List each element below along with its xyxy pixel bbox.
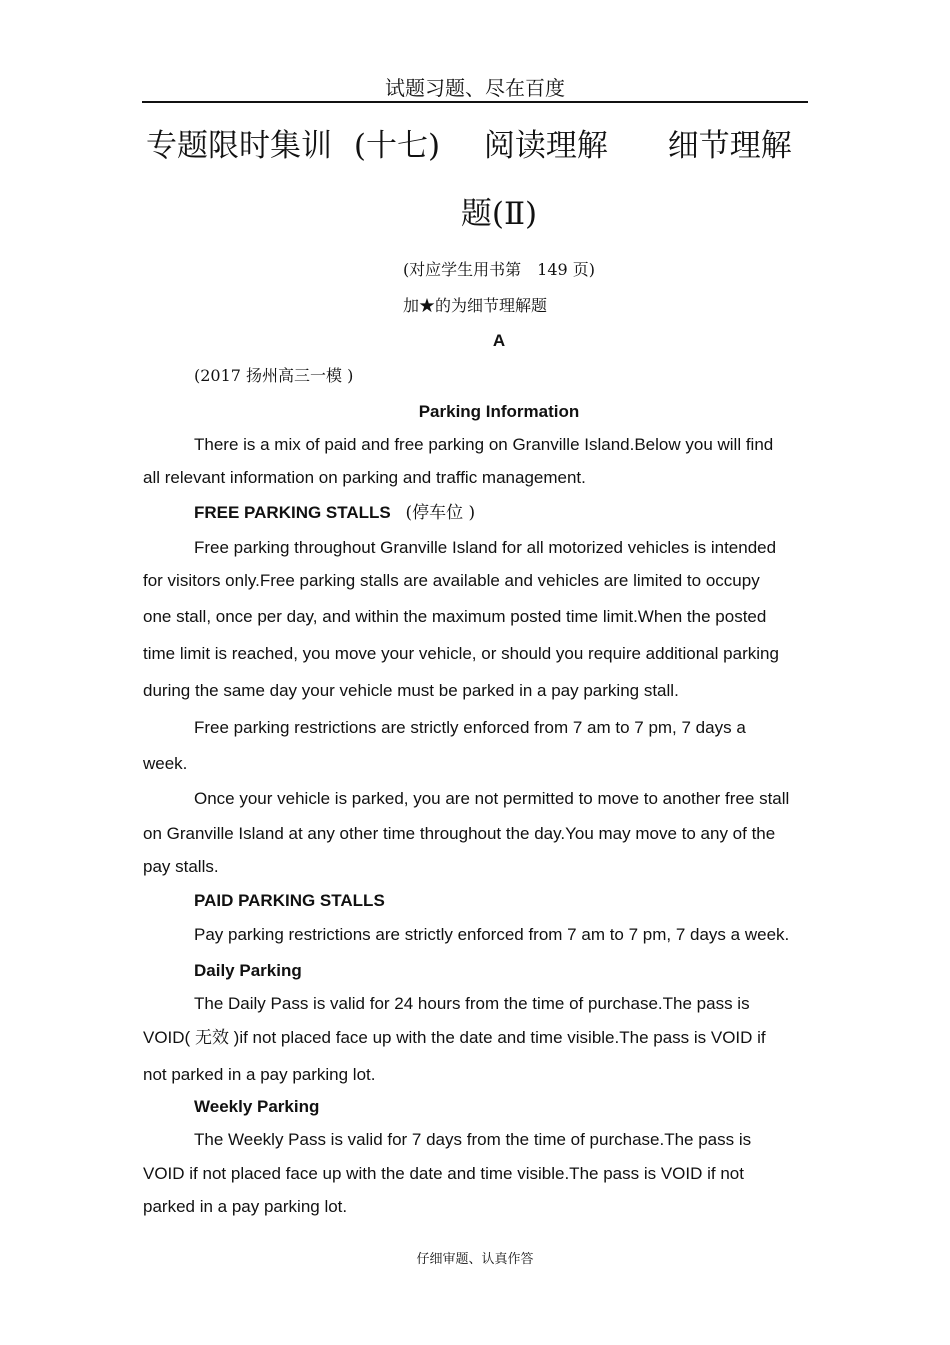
weekly-line-3: parked in a pay parking lot. — [143, 1197, 348, 1216]
free-p3-line-1: Once your vehicle is parked, you are not permitted to move to another free stall — [194, 789, 790, 808]
source-note: (2017 扬州高三一模 ) — [194, 366, 354, 385]
daily-line-3: not parked in a pay parking lot. — [143, 1065, 376, 1084]
title-part-1: 专题限时集训 — [146, 128, 332, 164]
weekly-line-1: The Weekly Pass is valid for 7 days from the time of purchase.The pass is — [194, 1130, 752, 1149]
star-note: 加★的为细节理解题 — [402, 296, 547, 315]
free-p1-line-1: Free parking throughout Granville Island for all motorized vehicles is intended — [194, 538, 777, 557]
weekly-line-2: VOID if not placed face up with the date and time visible.The pass is VOID if not — [143, 1164, 744, 1183]
section-letter: A — [492, 331, 506, 350]
free-p1-line-4: time limit is reached, you move your vehicle, or should you require additional parking — [143, 644, 779, 663]
page-header: 试题习题、尽在百度 — [385, 76, 565, 100]
weekly-heading: Weekly Parking — [194, 1097, 320, 1116]
free-p2-line-1: Free parking restrictions are strictly enforced from 7 am to 7 pm, 7 days a — [194, 718, 746, 737]
paid-p1: Pay parking restrictions are strictly enforced from 7 am to 7 pm, 7 days a week. — [194, 925, 790, 944]
free-heading — [194, 503, 864, 523]
reference-note: (对应学生用书第 149 页) — [402, 260, 596, 279]
intro-line-1: There is a mix of paid and free parking on Granville Island.Below you will find — [194, 435, 774, 454]
free-p3-line-3: pay stalls. — [143, 857, 219, 876]
title-part-3: 阅读理解 — [483, 128, 608, 164]
free-heading-text: FREE PARKING STALLS — [194, 503, 391, 522]
header-rule — [142, 101, 808, 103]
title-part-2: (十七) — [353, 128, 441, 164]
passage-title: Parking Information — [418, 402, 580, 421]
daily-line-2: VOID( 无效 )if not placed face up with the date and time visible.The pass is VOID if — [143, 1028, 766, 1047]
free-p1-line-3: one stall, once per day, and within the maximum posted time limit.When the posted — [143, 607, 767, 626]
paid-heading: PAID PARKING STALLS — [194, 891, 385, 910]
free-p3-line-2: on Granville Island at any other time throughout the day.You may move to any of the — [143, 824, 776, 843]
daily-heading: Daily Parking — [194, 961, 302, 980]
free-p2-line-2: week. — [143, 754, 188, 773]
free-heading-cn: (停车位 ) — [405, 503, 476, 523]
page-footer: 仔细审题、认真作答 — [416, 1252, 534, 1267]
free-p1-line-2: for visitors only.Free parking stalls are available and vehicles are limited to occupy — [143, 571, 760, 590]
free-p1-line-5: during the same day your vehicle must be parked in a pay parking stall. — [143, 681, 679, 700]
title-part-4: 细节理解 — [667, 128, 792, 164]
daily-line-1: The Daily Pass is valid for 24 hours from the time of purchase.The pass is — [194, 994, 750, 1013]
title-line-2: 题(Ⅱ) — [460, 196, 538, 232]
intro-line-2: all relevant information on parking and traffic management. — [143, 468, 586, 487]
title-line-1 — [146, 120, 792, 165]
